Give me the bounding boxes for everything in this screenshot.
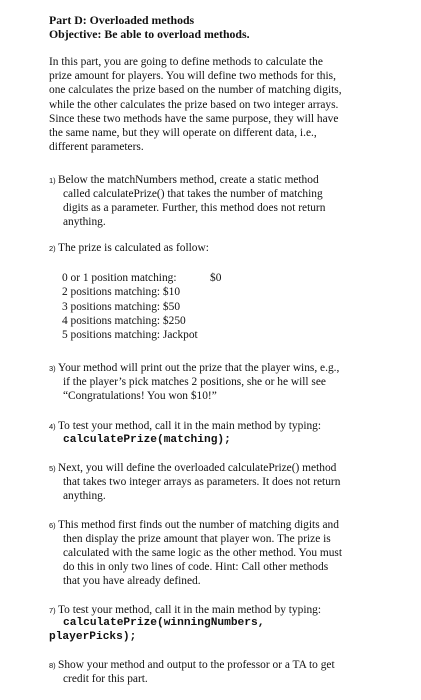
step-text: Below the matchNumbers method, create a static method: [58, 174, 319, 186]
code-snippet: calculatePrize(winningNumbers,: [63, 617, 265, 629]
intro-line: Since these two methods have the same purpose, they will have: [49, 112, 339, 125]
step-text: then display the prize amount that player won. The prize is: [63, 533, 331, 545]
step-text: anything.: [63, 490, 106, 502]
prize-row-label: 4 positions matching: $250: [62, 315, 186, 327]
step-number: 3): [49, 364, 56, 373]
step-number: 1): [49, 176, 56, 185]
prize-row-value: $0: [210, 272, 222, 284]
intro-line: one calculates the prize based on the number of matching digits,: [49, 84, 342, 97]
step-text: calculated with the same logic as the other method. You must: [63, 547, 343, 559]
step-text: This method first finds out the number of matching digits and: [58, 519, 339, 531]
part-heading: Part D: Overloaded methods: [49, 13, 195, 27]
step-text: anything.: [63, 216, 106, 228]
step-text: if the player’s pick matches 2 positions, she or he will see: [63, 376, 326, 388]
prize-row-label: 5 positions matching: Jackpot: [62, 329, 198, 341]
intro-line: while the other calculates the prize based on two integer arrays.: [49, 98, 339, 111]
step-number: 6): [49, 521, 56, 530]
step-number: 4): [49, 422, 56, 431]
step-text: “Congratulations! You won $10!”: [63, 390, 217, 402]
step-text: The prize is calculated as follow:: [58, 242, 209, 254]
objective-heading: Objective: Be able to overload methods.: [49, 27, 250, 41]
prize-row-label: 2 positions matching: $10: [62, 286, 181, 298]
intro-line: different parameters.: [49, 141, 144, 154]
step-text: that you have already defined.: [63, 575, 201, 587]
intro-paragraph: [49, 55, 369, 154]
step-text: credit for this part.: [63, 673, 148, 685]
step-text: To test your method, call it in the main method by typing:: [58, 420, 322, 432]
step-text: Show your method and output to the professor or a TA to get: [58, 659, 335, 671]
step-text: called calculatePrize() that takes the number of matching: [63, 188, 323, 200]
step-text: Next, you will define the overloaded calculatePrize() method: [58, 462, 337, 474]
step-text: that takes two integer arrays as parameters. It does not return: [63, 476, 341, 488]
intro-line: prize amount for players. You will define two methods for this,: [49, 70, 336, 83]
step-number: 5): [49, 464, 56, 473]
code-snippet: calculatePrize(matching);: [63, 434, 231, 446]
step-number: 8): [49, 661, 56, 670]
step-text: digits as a parameter. Further, this method does not return: [63, 202, 326, 214]
intro-line: the same name, but they will operate on different data, i.e.,: [49, 127, 317, 140]
step-text: To test your method, call it in the main method by typing:: [58, 604, 322, 616]
step-text: do this in only two lines of code. Hint: Call other methods: [63, 561, 329, 573]
prize-row-label: 0 or 1 position matching:: [62, 272, 177, 284]
step-text: Your method will print out the prize that the player wins, e.g.,: [58, 362, 340, 374]
intro-line: In this part, you are going to define methods to calculate the: [49, 56, 323, 68]
code-snippet: playerPicks);: [49, 631, 137, 643]
step-number: 2): [49, 244, 56, 253]
prize-row-label: 3 positions matching: $50: [62, 301, 181, 313]
step-number: 7): [49, 606, 56, 615]
